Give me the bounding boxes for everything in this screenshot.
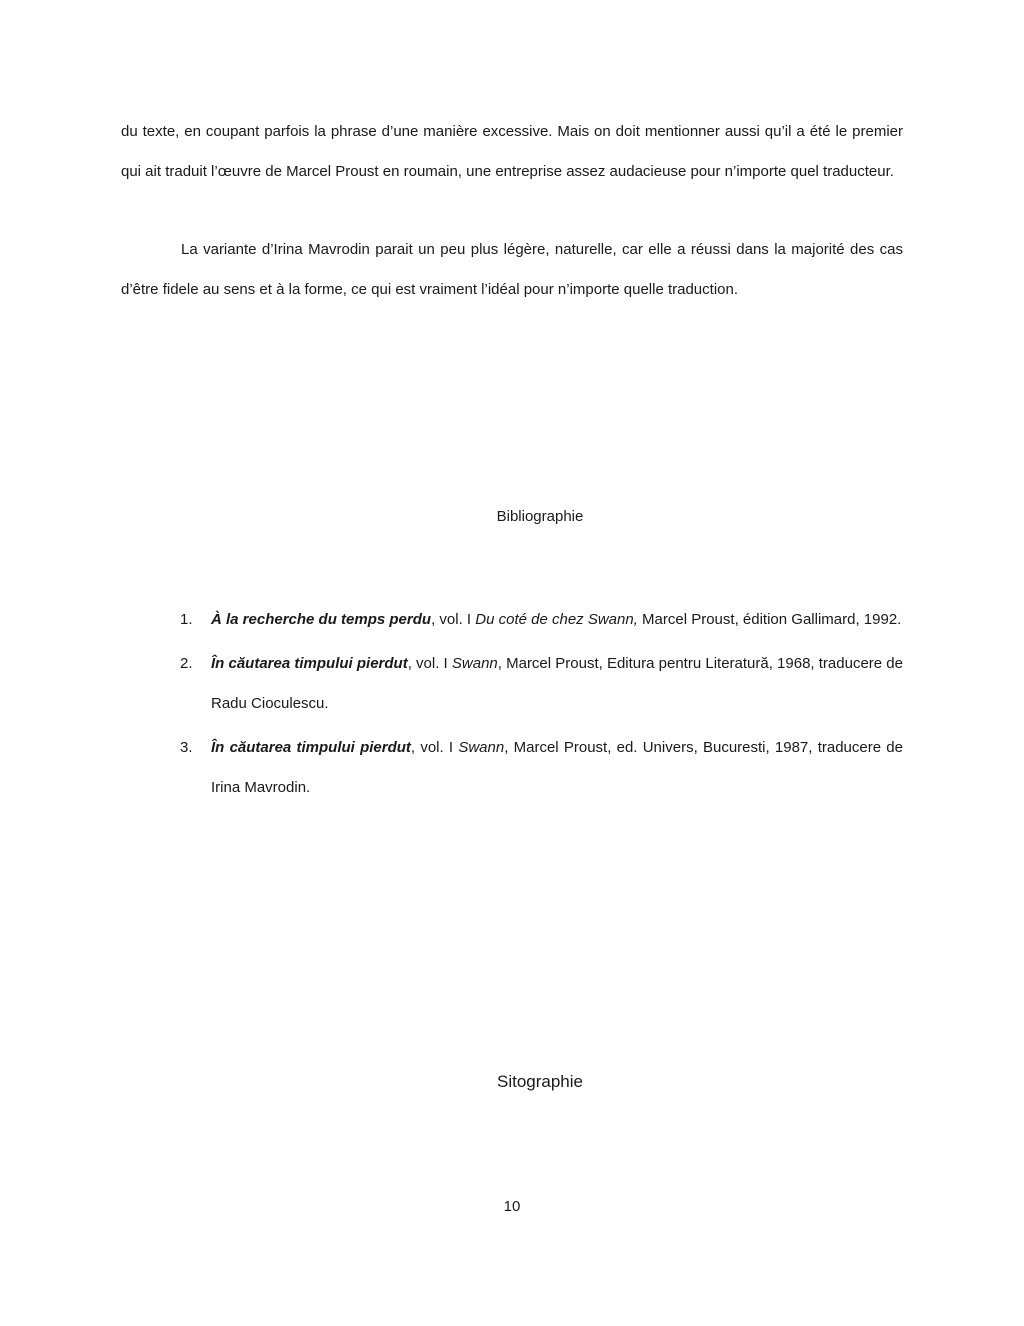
bibliography-item-subtitle: Swann — [458, 739, 505, 756]
bibliography-item-number: 3. — [180, 739, 193, 756]
bibliography-item-title: În căutarea timpului pierdut — [211, 655, 408, 672]
bibliography-item-number: 1. — [180, 611, 193, 628]
sitography-heading: Sitographie — [496, 1072, 583, 1091]
bibliography-heading: Bibliographie — [496, 508, 584, 525]
bibliography-item-volume: , vol. I — [407, 655, 452, 672]
bibliography-item-3 — [180, 728, 903, 808]
bibliography-item-1 — [180, 600, 903, 640]
bibliography-item-details: Marcel Proust, édition Gallimard, 1992. — [637, 611, 902, 628]
body-paragraph-1: du texte, en coupant parfois la phrase d’une manière excessive. Mais on doit mentionner aussi qu’il a été le premier qui ait traduit l’œuvre de Marcel Proust en roumain, une entreprise assez audacieuse pour n’importe quel traducteur. — [121, 123, 903, 180]
bibliography-list — [180, 600, 903, 812]
body-paragraph-2: La variante d’Irina Mavrodin parait un peu plus légère, naturelle, car elle a réussi dans la majorité des cas d’être fidele au sens et à la forme, ce qui est vraiment l’idéal pour n’importe quelle traduction. — [121, 241, 903, 298]
bibliography-item-title: În căutarea timpului pierdut — [211, 739, 411, 756]
page-number: 10 — [503, 1198, 521, 1215]
bibliography-item-volume: , vol. I — [431, 611, 476, 628]
bibliography-item-2 — [180, 644, 903, 724]
bibliography-item-subtitle: Du coté de chez Swann, — [475, 611, 638, 628]
bibliography-item-details: , Marcel Proust, Editura pentru Literatură, 1968, traducere de Radu Cioculescu. — [211, 655, 903, 712]
bibliography-item-details: , Marcel Proust, ed. Univers, Bucuresti, 1987, traducere de Irina Mavrodin. — [211, 739, 903, 796]
bibliography-item-number: 2. — [180, 655, 193, 672]
bibliography-item-volume: , vol. I — [410, 739, 459, 756]
bibliography-item-title: À la recherche du temps perdu — [211, 611, 432, 628]
bibliography-item-subtitle: Swann — [451, 655, 498, 672]
